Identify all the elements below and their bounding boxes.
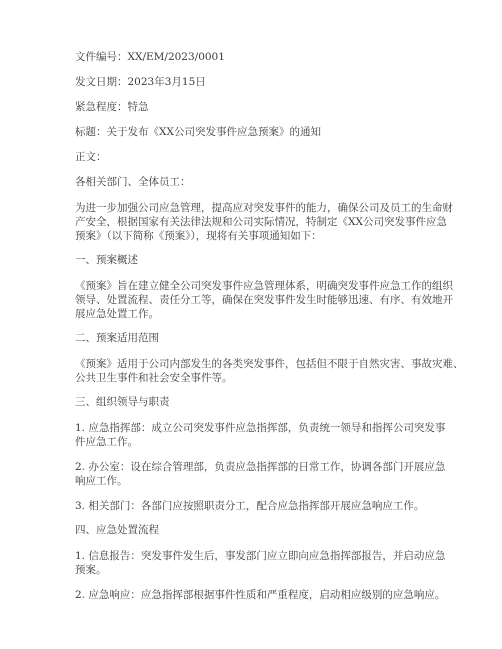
list-item bbox=[75, 499, 445, 513]
issue-date: 发文日期：2023年3月15日 bbox=[75, 76, 206, 88]
section-heading: 二、预案适用范围 bbox=[75, 332, 159, 344]
paragraph-line: 公共卫生事件和社会安全事件等。 bbox=[75, 372, 233, 384]
section-heading: 一、预案概述 bbox=[75, 254, 138, 266]
paragraph-line: 1. 信息报告：突发事件发生后，事发部门应立即向应急指挥部报告，并启动应急 bbox=[75, 550, 446, 562]
paragraph-line: 为进一步加强公司应急管理，提高应对突发事件的能力，确保公司及员工的生命财 bbox=[75, 202, 453, 214]
document-content bbox=[75, 51, 464, 613]
body-label: 正文： bbox=[75, 151, 107, 163]
paragraph-line: 2. 办公室：设在综合管理部，负责应急指挥部的日常工作，协调各部门开展应急 bbox=[75, 461, 446, 473]
section-paragraph bbox=[75, 357, 464, 385]
paragraph-line: 《预案》旨在建立健全公司突发事件应急管理体系，明确突发事件应急工作的组织 bbox=[75, 280, 453, 292]
paragraph-line: 展应急处置工作。 bbox=[75, 308, 159, 320]
urgency-level: 紧急程度：特急 bbox=[75, 101, 149, 113]
document-number: 文件编号：XX/EM/2023/0001 bbox=[75, 51, 225, 63]
intro-paragraph bbox=[75, 201, 453, 243]
section-heading: 三、组织领导与职责 bbox=[75, 396, 170, 408]
paragraph-line: 预案。 bbox=[75, 564, 107, 576]
paragraph-line: 领导、处置流程、责任分工等，确保在突发事件发生时能够迅速、有序、有效地开 bbox=[75, 294, 453, 306]
list-item bbox=[75, 421, 445, 449]
paragraph-line: 件应急工作。 bbox=[75, 436, 138, 448]
paragraph-line: 3. 相关部门：各部门应按照职责分工，配合应急指挥部开展应急响应工作。 bbox=[75, 500, 425, 512]
paragraph-line: 产安全，根据国家有关法律法规和公司实际情况，特制定《XX公司突发事件应急 bbox=[75, 216, 447, 228]
list-item bbox=[75, 588, 445, 602]
document-title: 标题：关于发布《XX公司突发事件应急预案》的通知 bbox=[75, 126, 321, 138]
paragraph-line: 2. 应急响应：应急指挥部根据事件性质和严重程度，启动相应级别的应急响应。 bbox=[75, 589, 446, 601]
paragraph-line: 《预案》适用于公司内部发生的各类突发事件，包括但不限于自然灾害、事故灾难、 bbox=[75, 358, 464, 370]
section-paragraph bbox=[75, 279, 453, 321]
paragraph-line: 响应工作。 bbox=[75, 475, 128, 487]
paragraph-line: 1. 应急指挥部：成立公司突发事件应急指挥部，负责统一领导和指挥公司突发事 bbox=[75, 422, 446, 434]
list-item bbox=[75, 460, 445, 488]
section-heading: 四、应急处置流程 bbox=[75, 524, 159, 536]
list-item bbox=[75, 549, 445, 577]
salutation: 各相关部门、全体员工： bbox=[75, 176, 191, 188]
paragraph-line: 预案》（以下简称《预案》），现将有关事项通知如下： bbox=[75, 230, 322, 242]
